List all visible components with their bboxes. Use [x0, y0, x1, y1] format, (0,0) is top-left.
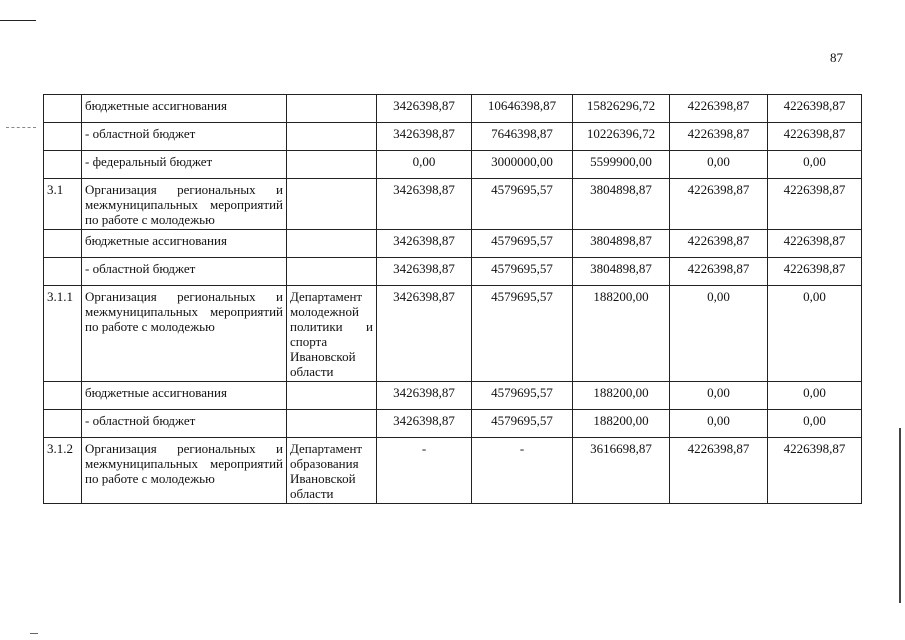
- value-cell: 0,00: [670, 286, 768, 382]
- value-cell: 4579695,57: [472, 286, 573, 382]
- table-row: [44, 179, 862, 230]
- table-row: [44, 95, 862, 123]
- value-cell: 10226396,72: [573, 123, 670, 151]
- value-cell: 4226398,87: [670, 258, 768, 286]
- row-number: [44, 123, 82, 151]
- row-executor: [287, 382, 377, 410]
- value-cell: 4226398,87: [670, 95, 768, 123]
- value-cell: 3426398,87: [377, 410, 472, 438]
- value-cell: 0,00: [768, 410, 862, 438]
- value-cell: 3426398,87: [377, 258, 472, 286]
- value-cell: 5599900,00: [573, 151, 670, 179]
- budget-table: [43, 94, 862, 504]
- value-cell: 4226398,87: [670, 438, 768, 504]
- value-cell: 4226398,87: [768, 230, 862, 258]
- value-cell: 3000000,00: [472, 151, 573, 179]
- value-cell: 0,00: [670, 382, 768, 410]
- row-number: 3.1.2: [44, 438, 82, 504]
- top-rule-line: [0, 20, 36, 21]
- value-cell: 188200,00: [573, 286, 670, 382]
- row-executor: [287, 410, 377, 438]
- row-name: Организация региональных и межмуниципальных мероприятий по работе с молодежью: [82, 438, 287, 504]
- value-cell: 0,00: [768, 286, 862, 382]
- row-name: - федеральный бюджет: [82, 151, 287, 179]
- value-cell: 4579695,57: [472, 230, 573, 258]
- value-cell: 188200,00: [573, 410, 670, 438]
- row-number: [44, 230, 82, 258]
- value-cell: 15826296,72: [573, 95, 670, 123]
- table-row: [44, 230, 862, 258]
- value-cell: 3804898,87: [573, 258, 670, 286]
- row-name: Организация региональных и межмуниципальных мероприятий по работе с молодежью: [82, 286, 287, 382]
- value-cell: 0,00: [670, 410, 768, 438]
- value-cell: -: [377, 438, 472, 504]
- value-cell: 0,00: [768, 151, 862, 179]
- table-row: [44, 382, 862, 410]
- row-executor: [287, 258, 377, 286]
- row-executor: [287, 123, 377, 151]
- value-cell: -: [472, 438, 573, 504]
- table-row: [44, 410, 862, 438]
- table-row: [44, 438, 862, 504]
- value-cell: 4226398,87: [670, 230, 768, 258]
- value-cell: 4226398,87: [670, 179, 768, 230]
- corner-scan-mark: [30, 633, 38, 634]
- value-cell: 3426398,87: [377, 382, 472, 410]
- value-cell: 10646398,87: [472, 95, 573, 123]
- value-cell: 3426398,87: [377, 123, 472, 151]
- value-cell: 3426398,87: [377, 286, 472, 382]
- row-number: 3.1.1: [44, 286, 82, 382]
- value-cell: 4226398,87: [768, 123, 862, 151]
- value-cell: 4579695,57: [472, 410, 573, 438]
- table-row: [44, 123, 862, 151]
- row-name: бюджетные ассигнования: [82, 382, 287, 410]
- value-cell: 4579695,57: [472, 258, 573, 286]
- row-name: бюджетные ассигнования: [82, 95, 287, 123]
- row-executor: Департамент молодежной политики и спорта Ивановской области: [287, 286, 377, 382]
- row-number: [44, 95, 82, 123]
- value-cell: 3426398,87: [377, 95, 472, 123]
- row-number: 3.1: [44, 179, 82, 230]
- value-cell: 4226398,87: [768, 179, 862, 230]
- row-number: [44, 258, 82, 286]
- row-executor: [287, 95, 377, 123]
- value-cell: 3616698,87: [573, 438, 670, 504]
- value-cell: 7646398,87: [472, 123, 573, 151]
- value-cell: 4226398,87: [768, 258, 862, 286]
- value-cell: 4579695,57: [472, 179, 573, 230]
- row-name: бюджетные ассигнования: [82, 230, 287, 258]
- row-name: - областной бюджет: [82, 410, 287, 438]
- value-cell: 4226398,87: [768, 438, 862, 504]
- page-number: 87: [830, 50, 843, 65]
- row-executor: [287, 230, 377, 258]
- row-executor: [287, 179, 377, 230]
- value-cell: 4226398,87: [768, 95, 862, 123]
- value-cell: 3804898,87: [573, 179, 670, 230]
- row-number: [44, 151, 82, 179]
- table-row: [44, 151, 862, 179]
- row-number: [44, 382, 82, 410]
- row-name: - областной бюджет: [82, 123, 287, 151]
- row-executor: [287, 151, 377, 179]
- margin-dash-mark: [6, 127, 36, 128]
- value-cell: 188200,00: [573, 382, 670, 410]
- value-cell: 4226398,87: [670, 123, 768, 151]
- right-edge-mark: [899, 428, 901, 603]
- row-number: [44, 410, 82, 438]
- value-cell: 3426398,87: [377, 179, 472, 230]
- table-row: [44, 258, 862, 286]
- row-name: - областной бюджет: [82, 258, 287, 286]
- value-cell: 3804898,87: [573, 230, 670, 258]
- value-cell: 3426398,87: [377, 230, 472, 258]
- value-cell: 0,00: [670, 151, 768, 179]
- row-executor: Департамент образования Ивановской области: [287, 438, 377, 504]
- value-cell: 0,00: [377, 151, 472, 179]
- value-cell: 4579695,57: [472, 382, 573, 410]
- row-name: Организация региональных и межмуниципальных мероприятий по работе с молодежью: [82, 179, 287, 230]
- value-cell: 0,00: [768, 382, 862, 410]
- table-row: [44, 286, 862, 382]
